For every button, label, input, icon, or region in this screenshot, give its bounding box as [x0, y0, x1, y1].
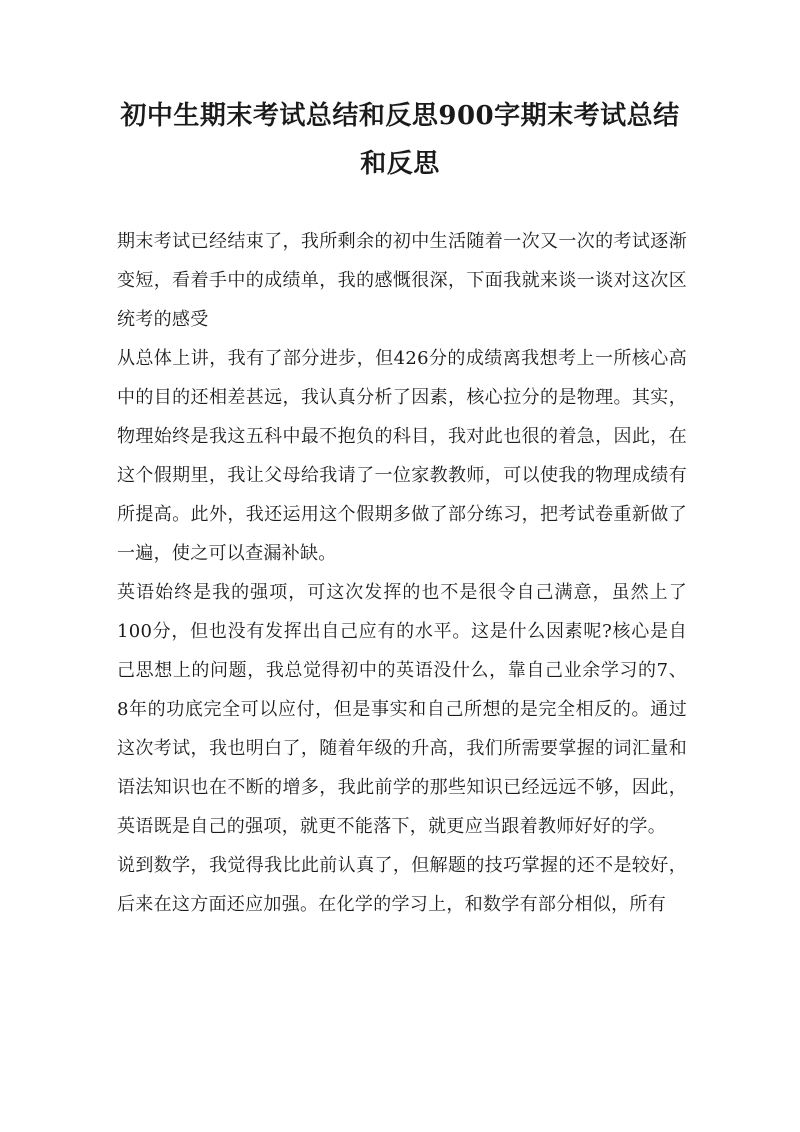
paragraph-physics: 从总体上讲，我有了部分进步，但426分的成绩离我想考上一所核心高中的目的还相差甚远，我认真分析了因素，核心拉分的是物理。其实，物理始终是我这五科中最不抱负的科目，我对此也很的着急，因此，在这个假期里，我让父母给我请了一位家教教师，可以使我的物理成绩有所提高。此外，我还运用这个假期多做了部分练习，把考试卷重新做了一遍，使之可以查漏补缺。 — [117, 348, 687, 564]
document-title: 初中生期末考试总结和反思900字期末考试总结和反思 — [120, 101, 680, 179]
paragraph-english: 英语始终是我的强项，可这次发挥的也不是很令自己满意，虽然上了100分，但也没有发挥出自己应有的水平。这是什么因素呢?核心是自己思想上的问题，我总觉得初中的英语没什么，靠自己业余学习的7、8年的功底完全可以应付，但是事实和自己所想的是完全相反的。通过这次考试，我也明白了，随着年级的升高，我们所需要掌握的词汇量和语法知识也在不断的增多，我此前学的那些知识已经远远不够，因此，英语既是自己的强项，就更不能落下，就更应当跟着教师好好的学。 — [117, 582, 687, 837]
document-body — [117, 222, 687, 924]
paragraph-math: 说到数学，我觉得我比此前认真了，但解题的技巧掌握的还不是较好，后来在这方面还应加强。在化学的学习上，和数学有部分相似，所有 — [117, 855, 687, 915]
paragraph-intro: 期末考试已经结束了，我所剩余的初中生活随着一次又一次的考试逐渐变短，看着手中的成绩单，我的感慨很深，下面我就来谈一谈对这次区统考的感受 — [117, 231, 687, 330]
